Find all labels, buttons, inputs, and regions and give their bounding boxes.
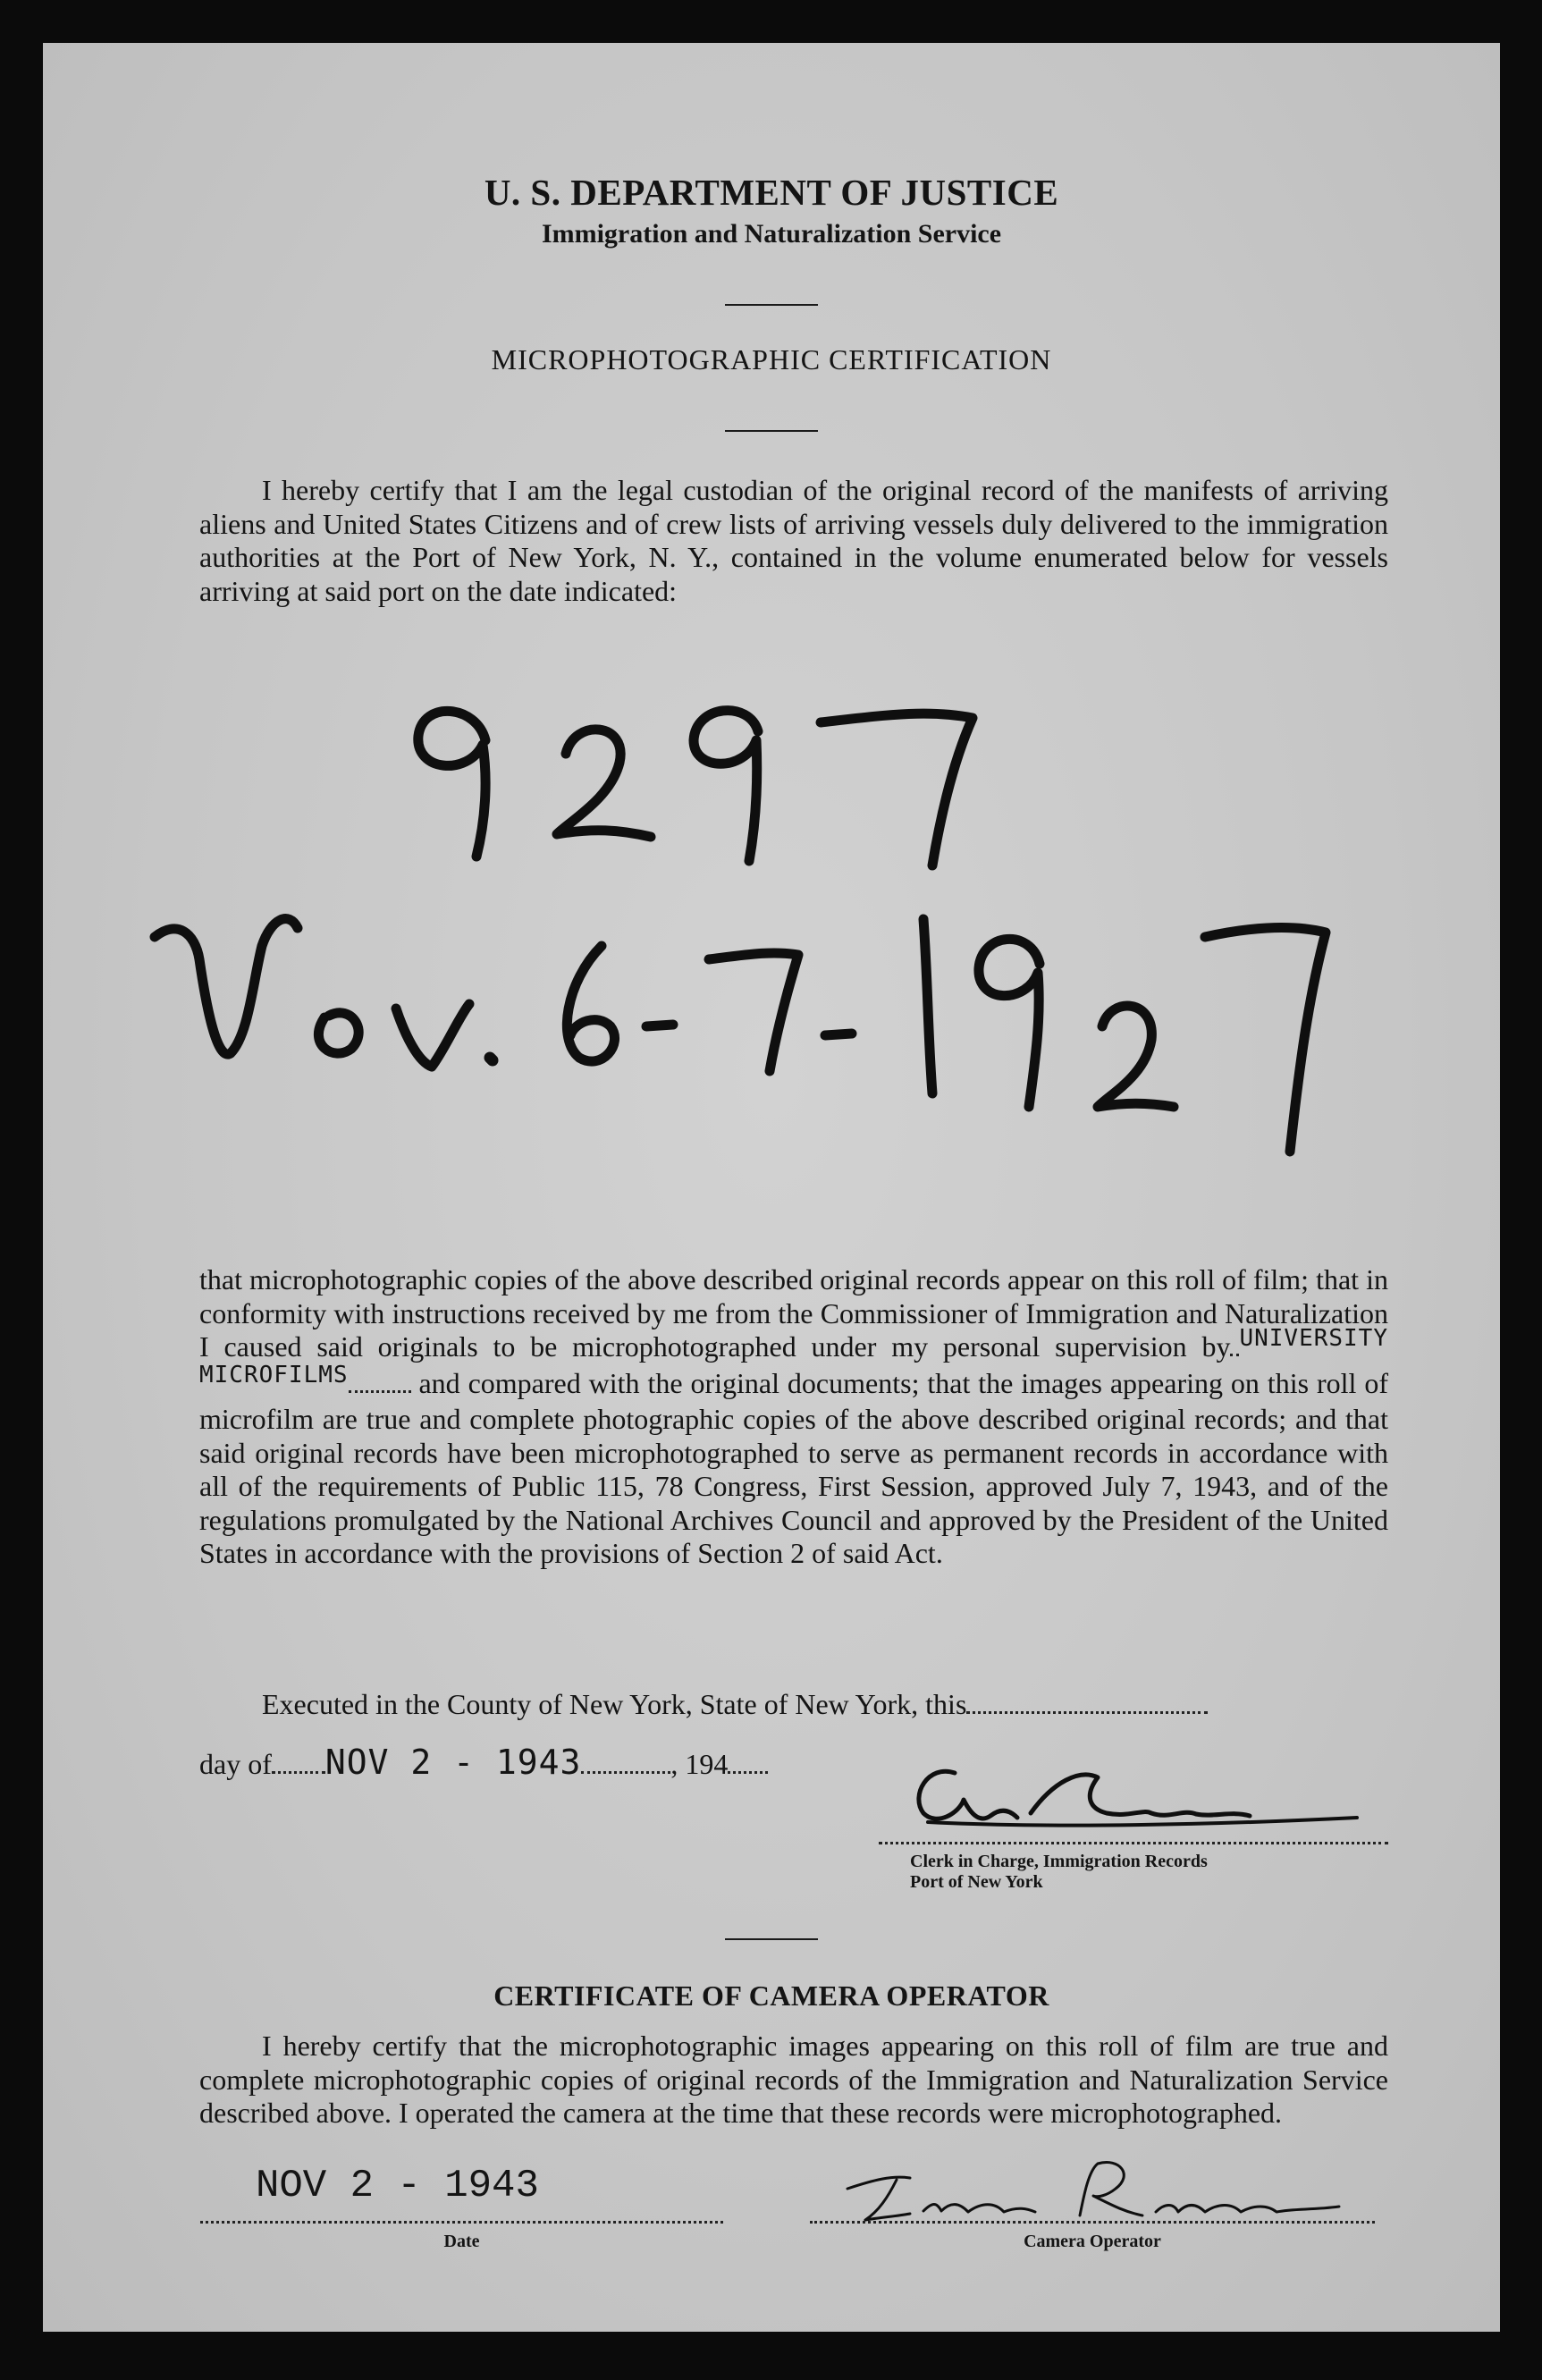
handwritten-volume-number [383, 669, 1062, 874]
date-signature-line [200, 2217, 723, 2224]
year-prefix: , 194 [670, 1748, 729, 1780]
clerk-title-line-2: Port of New York [910, 1872, 1043, 1892]
date-dotted-line [272, 1768, 325, 1774]
intro-paragraph: I hereby certify that I am the legal custodian of the original record of the manifests of arriving aliens and United States Citizens and of crew lists of arriving vessels duly delivered to the immigration authorities at the Port of New York, N. Y., contained in the volume enumerated below for vessels arriving at said port on the date indicated: [199, 474, 1388, 607]
camera-operator-label: Camera Operator [1024, 2232, 1161, 2251]
operator-signature-line [810, 2217, 1375, 2224]
divider [725, 430, 818, 432]
year-dotted-line [728, 1768, 768, 1774]
department-heading: U. S. DEPARTMENT OF JUSTICE [484, 172, 1059, 213]
camera-operator-paragraph: I hereby certify that the microphotographic images appearing on this roll of film are true and complete microphotographic copies of original records of the Immigration and Naturalization Service described above. I operated the camera at the time that these records were microphotographed. [199, 2030, 1388, 2129]
body-part-2: and compared with the original documents; that the images appearing on this roll of microfilm are true and complete photographic copies of the above described original records; and that said original records have been microphotographed to serve as permanent records in accordance with all of the requirements of Public 115, 78 Congress, First Session, approved July 7, 1943, and of the regulations promulgated by the National Archives Council and approved by the President of the United States in accordance with the provisions of Section 2 of said Act. [199, 1366, 1389, 1569]
stamped-date: NOV 2 - 1943 [324, 1743, 582, 1782]
supervisor-dotted-line [349, 1387, 411, 1393]
date-dotted-line [581, 1768, 670, 1774]
executed-text: Executed in the County of New York, State of New York, this [262, 1688, 967, 1720]
clerk-signature-line [879, 1838, 1388, 1844]
date-label: Date [443, 2232, 480, 2251]
day-of-label: day of [199, 1748, 272, 1780]
certification-body [199, 1263, 1388, 1571]
executed-line [199, 1688, 1388, 1722]
service-subheading: Immigration and Naturalization Service [541, 219, 1002, 249]
body-part-1: that microphotographic copies of the above described original records appear on this roll of film; that in conformity with instructions received by me from the Commissioner of Immigration and Naturalization I caused said originals to be microphotographed under my personal supervision by [199, 1263, 1388, 1363]
certificate-sheet [43, 43, 1500, 2332]
clerk-signature [874, 1746, 1384, 1844]
clerk-title [910, 1852, 1208, 1893]
camera-operator-heading: CERTIFICATE OF CAMERA OPERATOR [493, 1979, 1049, 2012]
divider [725, 1938, 818, 1940]
clerk-title-line-1: Clerk in Charge, Immigration Records [910, 1852, 1208, 1871]
camera-stamped-date: NOV 2 - 1943 [256, 2164, 539, 2208]
day-dotted-line [966, 1708, 1208, 1714]
supervisor-dotted-line [1230, 1350, 1239, 1356]
divider [725, 304, 818, 306]
form-title: MICROPHOTOGRAPHIC CERTIFICATION [491, 343, 1052, 376]
handwritten-dates [137, 883, 1370, 1178]
supervisor-name: UNIVERSITY MICROFILMS [199, 1325, 1388, 1388]
